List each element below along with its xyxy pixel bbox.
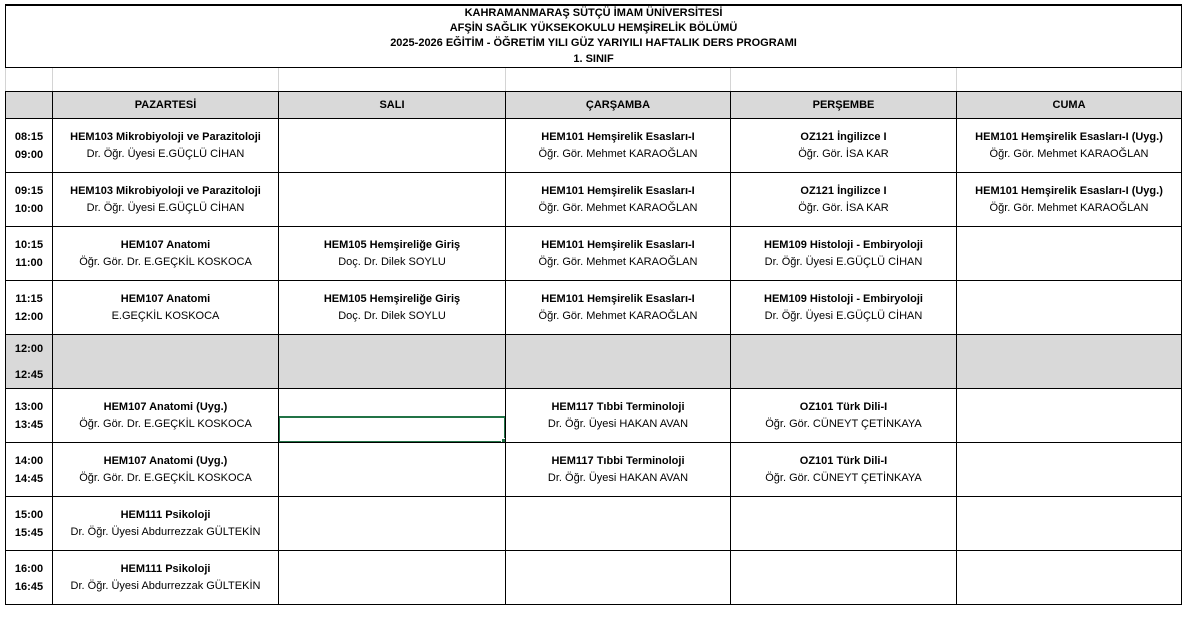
course-cell[interactable]	[506, 173, 731, 227]
course-cell[interactable]	[279, 173, 506, 227]
time-end: 12:45	[14, 368, 44, 381]
course-name: HEM101 Hemşirelik Esasları-I	[541, 130, 695, 143]
time-start: 11:15	[15, 292, 43, 305]
time-start: 08:15	[14, 130, 44, 143]
course-cell[interactable]	[957, 443, 1182, 497]
time-start: 10:15	[14, 238, 44, 251]
course-cell[interactable]	[279, 119, 506, 173]
day-header-monday[interactable]: PAZARTESİ	[53, 92, 279, 119]
course-name: OZ101 Türk Dili-I	[799, 454, 888, 467]
time-slot[interactable]	[6, 497, 53, 551]
lunch-break-cell[interactable]	[506, 335, 731, 389]
time-slot[interactable]	[6, 335, 53, 389]
schedule-row	[6, 551, 1182, 605]
day-header-thursday[interactable]: PERŞEMBE	[731, 92, 957, 119]
schedule-row	[6, 497, 1182, 551]
title-class[interactable]: 1. SINIF	[6, 51, 1182, 68]
empty-cell[interactable]	[6, 68, 53, 92]
time-slot[interactable]	[6, 173, 53, 227]
course-name: OZ121 İngilizce I	[800, 184, 887, 197]
course-cell[interactable]	[53, 389, 279, 443]
schedule-row	[6, 227, 1182, 281]
course-cell[interactable]	[731, 119, 957, 173]
course-name: HEM107 Anatomi	[120, 292, 211, 305]
time-end: 14:45	[14, 472, 44, 485]
course-cell[interactable]	[731, 227, 957, 281]
instructor-name: Öğr. Gör. Dr. E.GEÇKİL KOSKOCA	[79, 471, 252, 484]
instructor-name: Öğr. Gör. İSA KAR	[798, 201, 889, 214]
course-cell[interactable]	[506, 119, 731, 173]
course-name: HEM107 Anatomi (Uyg.)	[103, 400, 228, 413]
course-cell[interactable]	[53, 443, 279, 497]
instructor-name: Dr. Öğr. Üyesi E.GÜÇLÜ CİHAN	[764, 255, 923, 268]
course-name: OZ121 İngilizce I	[800, 130, 887, 143]
instructor-name: Dr. Öğr. Üyesi E.GÜÇLÜ CİHAN	[86, 147, 245, 160]
course-name: HEM107 Anatomi	[120, 238, 211, 251]
instructor-name: Öğr. Gör. Dr. E.GEÇKİL KOSKOCA	[79, 417, 252, 430]
course-name: HEM109 Histoloji - Embiryoloji	[764, 238, 923, 251]
day-header-wednesday[interactable]: ÇARŞAMBA	[506, 92, 731, 119]
time-end: 10:00	[14, 202, 44, 215]
course-cell[interactable]	[506, 227, 731, 281]
time-end: 15:45	[14, 526, 44, 539]
lunch-break-cell[interactable]	[279, 335, 506, 389]
course-name: HEM101 Hemşirelik Esasları-I	[541, 292, 695, 305]
time-end: 16:45	[14, 580, 44, 593]
day-header-friday[interactable]: CUMA	[957, 92, 1182, 119]
instructor-name: Doç. Dr. Dilek SOYLU	[338, 309, 446, 322]
course-cell[interactable]	[957, 227, 1182, 281]
course-cell[interactable]	[957, 119, 1182, 173]
course-name: HEM101 Hemşirelik Esasları-I	[541, 238, 695, 251]
course-cell[interactable]	[731, 389, 957, 443]
instructor-name: Öğr. Gör. CÜNEYT ÇETİNKAYA	[765, 471, 922, 484]
course-name: HEM101 Hemşirelik Esasları-I (Uyg.)	[975, 184, 1163, 197]
title-program[interactable]: 2025-2026 EĞİTİM - ÖĞRETİM YILI GÜZ YARIYILI HAFTALIK DERS PROGRAMI	[6, 36, 1182, 51]
course-name: HEM109 Histoloji - Embiryoloji	[764, 292, 923, 305]
course-name: HEM101 Hemşirelik Esasları-I (Uyg.)	[975, 130, 1163, 143]
course-cell[interactable]	[731, 173, 957, 227]
course-name: HEM117 Tıbbi Terminoloji	[551, 454, 685, 467]
instructor-name: Öğr. Gör. Dr. E.GEÇKİL KOSKOCA	[79, 255, 252, 268]
course-cell[interactable]	[506, 497, 731, 551]
course-name: HEM111 Psikoloji	[120, 562, 211, 575]
course-cell[interactable]	[957, 173, 1182, 227]
corner-cell[interactable]	[6, 92, 53, 119]
lunch-break-cell[interactable]	[53, 335, 279, 389]
time-slot[interactable]	[6, 119, 53, 173]
course-cell[interactable]	[506, 443, 731, 497]
time-slot[interactable]	[6, 551, 53, 605]
title-university[interactable]: KAHRAMANMARAŞ SÜTÇÜ İMAM ÜNİVERSİTESİ	[6, 5, 1182, 21]
course-cell[interactable]	[53, 497, 279, 551]
instructor-name: Öğr. Gör. Mehmet KARAOĞLAN	[538, 201, 698, 214]
course-cell[interactable]	[53, 551, 279, 605]
schedule-row	[6, 335, 1182, 389]
day-header-tuesday[interactable]: SALI	[279, 92, 506, 119]
course-cell[interactable]	[957, 551, 1182, 605]
lunch-break-cell[interactable]	[731, 335, 957, 389]
course-name: HEM105 Hemşireliğe Giriş	[323, 292, 461, 305]
time-start: 13:00	[14, 400, 44, 413]
instructor-name: Öğr. Gör. İSA KAR	[798, 147, 889, 160]
course-cell[interactable]	[957, 497, 1182, 551]
course-cell[interactable]	[279, 443, 506, 497]
lunch-break-cell[interactable]	[957, 335, 1182, 389]
course-name: HEM103 Mikrobiyoloji ve Parazitoloji	[70, 130, 261, 143]
course-name: HEM105 Hemşireliğe Giriş	[323, 238, 461, 251]
empty-cell[interactable]	[53, 68, 279, 92]
schedule-row	[6, 443, 1182, 497]
empty-cell[interactable]	[279, 68, 506, 92]
instructor-name: Dr. Öğr. Üyesi HAKAN AVAN	[547, 417, 689, 430]
schedule-row	[6, 389, 1182, 443]
course-name: HEM111 Psikoloji	[120, 508, 211, 521]
course-cell[interactable]	[957, 281, 1182, 335]
time-end: 12:00	[14, 310, 44, 323]
instructor-name: Öğr. Gör. Mehmet KARAOĞLAN	[989, 201, 1149, 214]
schedule-row	[6, 119, 1182, 173]
course-cell[interactable]	[53, 173, 279, 227]
course-name: HEM117 Tıbbi Terminoloji	[551, 400, 685, 413]
instructor-name: Öğr. Gör. Mehmet KARAOĞLAN	[538, 255, 698, 268]
course-name: HEM103 Mikrobiyoloji ve Parazitoloji	[70, 184, 261, 197]
instructor-name: Doç. Dr. Dilek SOYLU	[338, 255, 446, 268]
empty-cell[interactable]	[957, 68, 1182, 92]
time-start: 12:00	[14, 342, 44, 355]
course-cell[interactable]	[506, 281, 731, 335]
time-end: 11:00	[15, 256, 43, 269]
instructor-name: Öğr. Gör. Mehmet KARAOĞLAN	[989, 147, 1149, 160]
course-name: OZ101 Türk Dili-I	[799, 400, 888, 413]
course-cell[interactable]	[279, 551, 506, 605]
instructor-name: Öğr. Gör. CÜNEYT ÇETİNKAYA	[765, 417, 922, 430]
course-name: HEM107 Anatomi (Uyg.)	[103, 454, 228, 467]
course-cell[interactable]	[731, 497, 957, 551]
course-cell[interactable]	[957, 389, 1182, 443]
schedule-table	[5, 4, 1182, 605]
schedule-row	[6, 281, 1182, 335]
course-cell[interactable]	[53, 119, 279, 173]
empty-cell[interactable]	[731, 68, 957, 92]
instructor-name: Dr. Öğr. Üyesi Abdurrezzak GÜLTEKİN	[70, 525, 261, 538]
empty-cell[interactable]	[506, 68, 731, 92]
instructor-name: Dr. Öğr. Üyesi HAKAN AVAN	[547, 471, 689, 484]
instructor-name: E.GEÇKİL KOSKOCA	[111, 309, 220, 322]
instructor-name: Dr. Öğr. Üyesi Abdurrezzak GÜLTEKİN	[70, 579, 261, 592]
course-cell[interactable]	[731, 551, 957, 605]
course-cell[interactable]	[731, 443, 957, 497]
course-cell[interactable]	[53, 227, 279, 281]
course-cell[interactable]	[279, 389, 506, 443]
time-slot[interactable]	[6, 389, 53, 443]
course-cell[interactable]	[279, 497, 506, 551]
time-slot[interactable]	[6, 281, 53, 335]
course-cell[interactable]	[731, 281, 957, 335]
schedule-row	[6, 173, 1182, 227]
fill-handle[interactable]	[501, 438, 506, 443]
course-cell[interactable]	[506, 389, 731, 443]
time-slot[interactable]	[6, 227, 53, 281]
time-start: 09:15	[14, 184, 44, 197]
instructor-name: Öğr. Gör. Mehmet KARAOĞLAN	[538, 309, 698, 322]
course-cell[interactable]	[279, 281, 506, 335]
time-slot[interactable]	[6, 443, 53, 497]
course-name: HEM101 Hemşirelik Esasları-I	[541, 184, 695, 197]
time-start: 16:00	[14, 562, 44, 575]
time-end: 09:00	[14, 148, 44, 161]
course-cell[interactable]	[53, 281, 279, 335]
course-cell[interactable]	[279, 227, 506, 281]
instructor-name: Öğr. Gör. Mehmet KARAOĞLAN	[538, 147, 698, 160]
active-cell-selection[interactable]	[279, 416, 506, 443]
title-school[interactable]: AFŞİN SAĞLIK YÜKSEKOKULU HEMŞİRELİK BÖLÜMÜ	[6, 21, 1182, 36]
instructor-name: Dr. Öğr. Üyesi E.GÜÇLÜ CİHAN	[764, 309, 923, 322]
instructor-name: Dr. Öğr. Üyesi E.GÜÇLÜ CİHAN	[86, 201, 245, 214]
time-start: 15:00	[14, 508, 44, 521]
course-cell[interactable]	[506, 551, 731, 605]
time-start: 14:00	[14, 454, 44, 467]
time-end: 13:45	[14, 418, 44, 431]
